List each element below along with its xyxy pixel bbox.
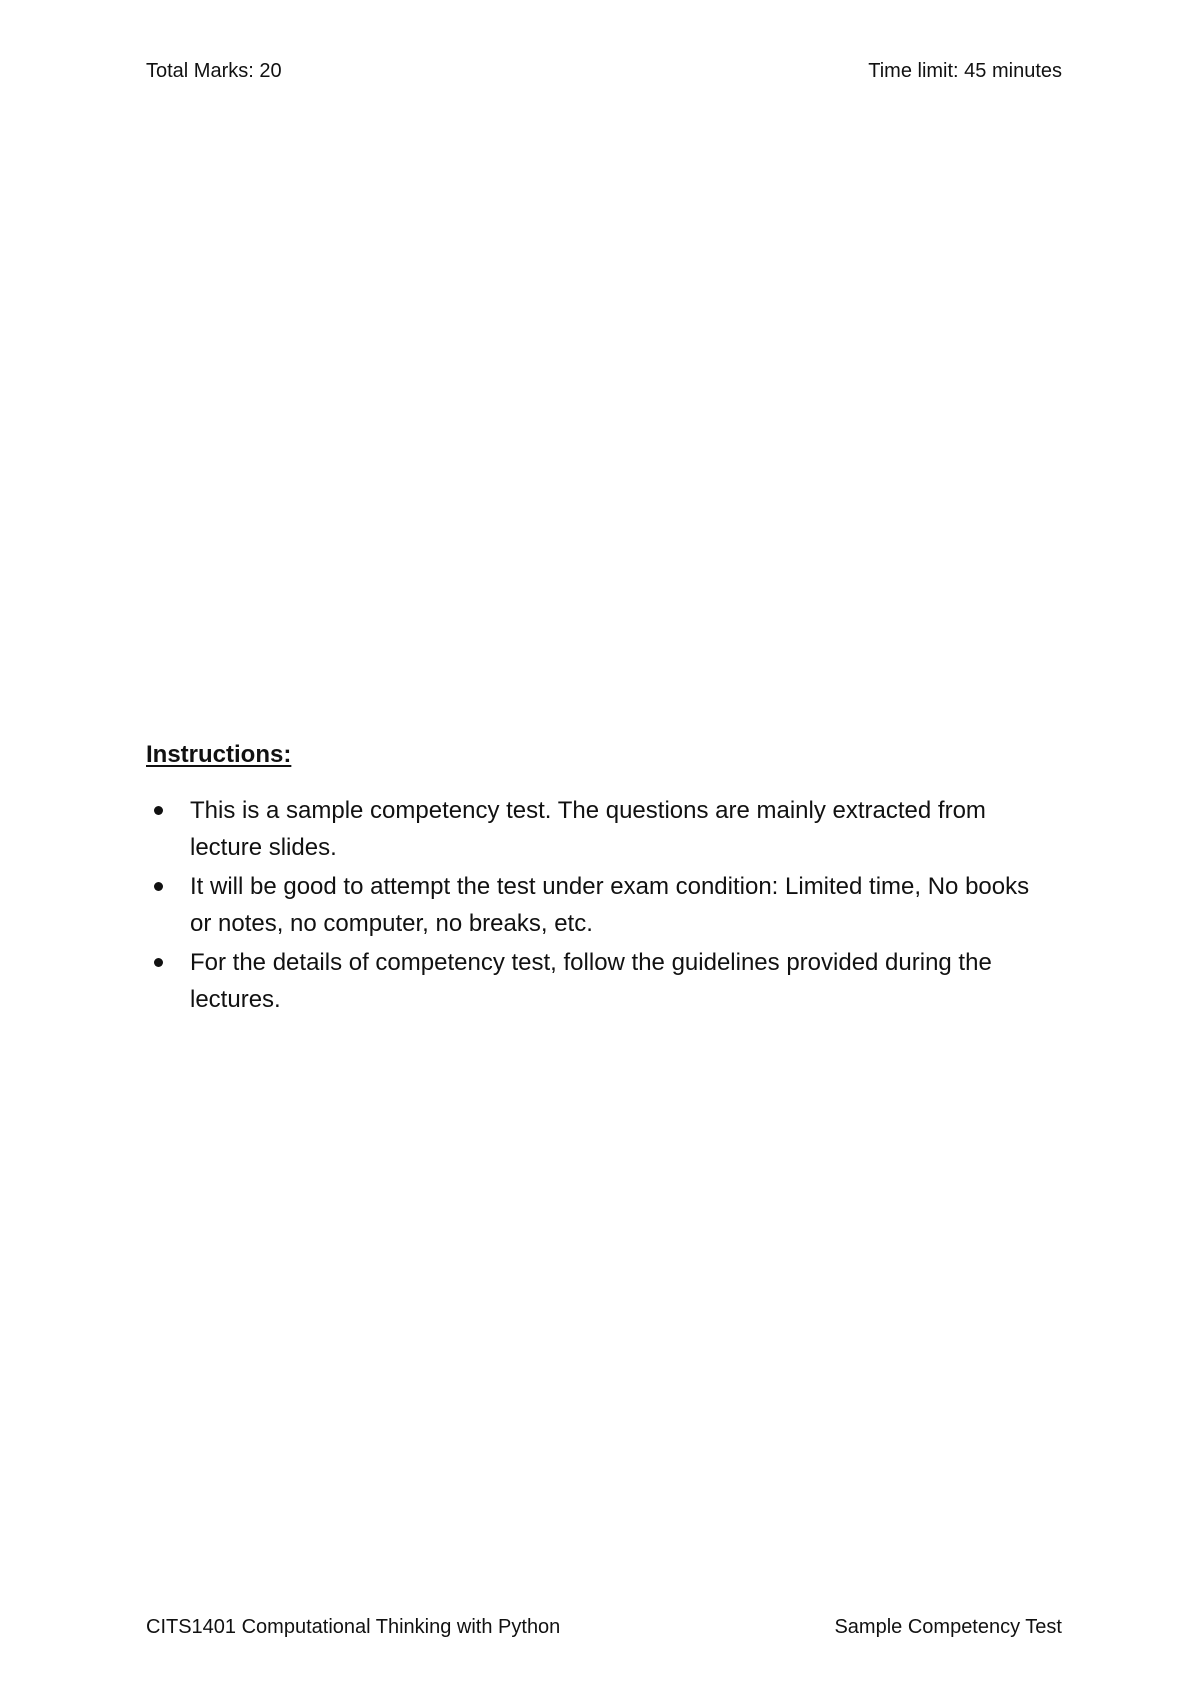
instruction-text: It will be good to attempt the test under exam condition: Limited time, No books or notes, no computer, no breaks, etc. (190, 873, 1030, 937)
instruction-text: For the details of competency test, follow the guidelines provided during the lectures. (190, 949, 992, 1013)
bullet-icon (154, 882, 163, 891)
total-marks: Total Marks: 20 (146, 60, 282, 82)
instruction-item (146, 792, 1046, 866)
time-limit: Time limit: 45 minutes (868, 60, 1062, 82)
instructions-section (146, 740, 1046, 1020)
course-title: CITS1401 Computational Thinking with Python (146, 1616, 561, 1638)
instruction-text: This is a sample competency test. The questions are mainly extracted from lecture slides. (190, 797, 986, 861)
instructions-heading: Instructions: (146, 741, 292, 768)
instruction-item (146, 868, 1046, 942)
instruction-list (146, 792, 1046, 1018)
instruction-item (146, 944, 1046, 1018)
bullet-icon (154, 806, 163, 815)
bullet-icon (154, 958, 163, 967)
document-title: Sample Competency Test (834, 1616, 1062, 1638)
